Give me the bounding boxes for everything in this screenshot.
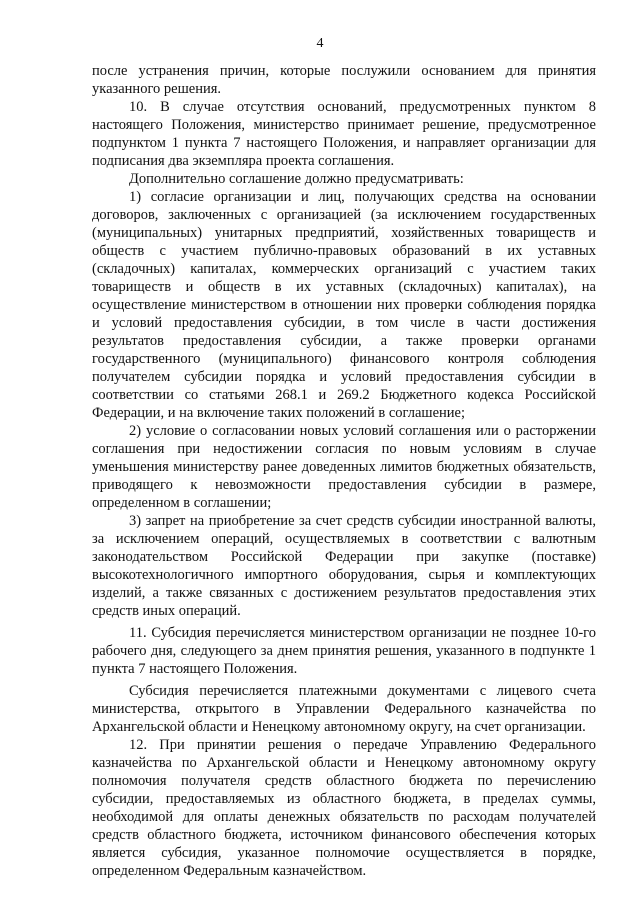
paragraph-item-1: 1) согласие организации и лиц, получающих средства на основании договоров, заключенных с организацией (за исключением государственных (муниципальных) унитарных предприятий, хозяйственных товариществ и обществ с участием публично-правовых образований в их уставных (складочных) капиталах, коммерческих организаций с участием таких товариществ и обществ в их уставных (складочных) капиталах), на осуществление министерством в отношении них проверки соблюдения порядка и условий предоставления субсидии, в том числе в части достижения результатов предоставления субсидии, а также проверки органами государственного (муниципального) финансового контроля соблюдения получателем субсидии порядка и условий предоставления субсидии в соответствии со статьями 268.1 и 269.2 Бюджетного кодекса Российской Федерации, и на включение таких положений в соглашение; — [92, 189, 596, 421]
page-number: 4 — [316, 36, 324, 51]
paragraph-continuation: после устранения причин, которые послужили основанием для принятия указанного решения. — [92, 63, 596, 97]
paragraph-additional-terms: Дополнительно соглашение должно предусматривать: — [129, 171, 464, 187]
paragraph-clause-12: 12. При принятии решения о передаче Управлению Федерального казначейства по Архангельской области и Ненецкому автономному округу полномочия получателя средств областного бюджета по перечислению субсидии, предоставляемых из областного бюджета, в пределах суммы, необходимой для оплаты денежных обязательств по расходам получателей средств областного бюджета, источником финансового обеспечения которых является субсидия, указанное полномочие осуществляется в порядке, определенном Федеральным казначейством. — [92, 737, 596, 879]
paragraph-item-2: 2) условие о согласовании новых условий соглашения или о расторжении соглашения при недостижении согласия по новым условиям в случае уменьшения министерству ранее доведенных лимитов бюджетных обязательств, приводящего к невозможности предоставления субсидии в размере, определенном в соглашении; — [92, 423, 596, 511]
paragraph-item-3: 3) запрет на приобретение за счет средств субсидии иностранной валюты, за исключением операций, осуществляемых в соответствии с валютным законодательством Российской Федерации при закупке (поставке) высокотехнологичного импортного оборудования, сырья и комплектующих изделий, а также связанных с достижением результатов предоставления этих средств иных операций. — [92, 513, 596, 619]
paragraph-clause-11: 11. Субсидия перечисляется министерством организации не позднее 10-го рабочего дня, следующего за днем принятия решения, указанного в подпункте 1 пункта 7 настоящего Положения. — [92, 625, 596, 677]
paragraph-transfer-method: Субсидия перечисляется платежными документами с лицевого счета министерства, открытого в Управлении Федерального казначейства по Архангельской области и Ненецкому автономному округу, на счет организации. — [92, 683, 596, 735]
document-body — [92, 62, 596, 880]
paragraph-clause-10: 10. В случае отсутствия оснований, предусмотренных пунктом 8 настоящего Положения, министерство принимает решение, предусмотренное подпунктом 1 пункта 7 настоящего Положения, и направляет организации для подписания два экземпляра проекта соглашения. — [92, 99, 596, 169]
